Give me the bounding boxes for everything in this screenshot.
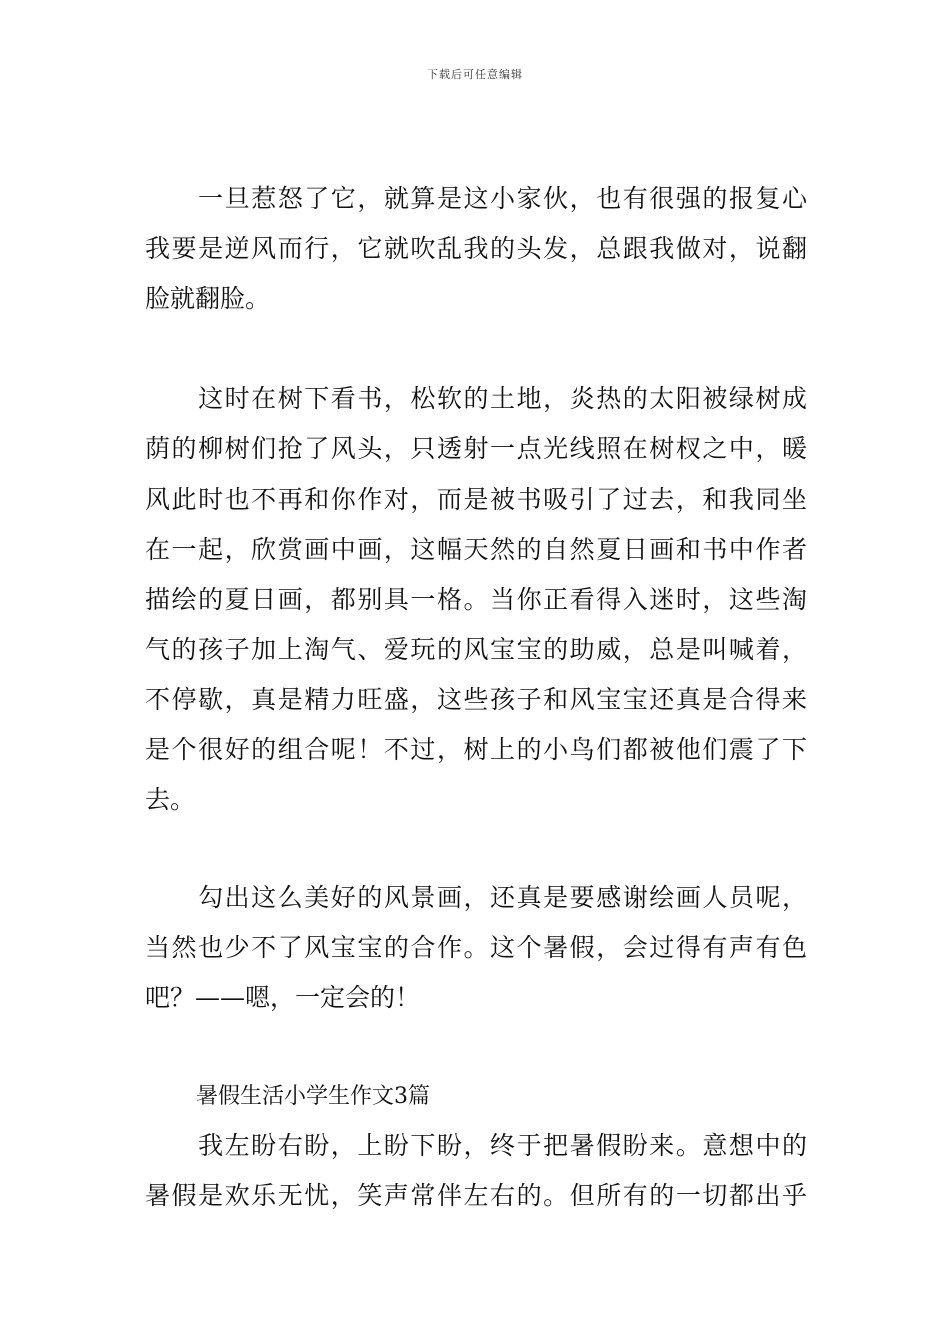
paragraph-2-line-1: 这时在树下看书，松软的土地，炎热的太阳被绿树成 [145, 384, 807, 413]
paragraph-3-line-2: 当然也少不了风宝宝的合作。这个暑假，会过得有声有色 [145, 933, 807, 962]
paragraph-1-line-2: 我要是逆风而行，它就吹乱我的头发，总跟我做对，说翻 [145, 234, 807, 263]
paragraph-4-line-2: 暑假是欢乐无忧，笑声常伴左右的。但所有的一切都出乎 [145, 1181, 807, 1210]
paragraph-2-line-8: 是个很好的组合呢！不过，树上的小鸟们都被他们震了下 [145, 735, 807, 764]
paragraph-3-line-3: 吧？——嗯，一定会的！ [145, 983, 421, 1012]
paragraph-3-line-1: 勾出这么美好的风景画，还真是要感谢绘画人员呢， [145, 883, 807, 912]
paragraph-2-line-7: 不停歇，真是精力旺盛，这些孩子和风宝宝还真是合得来 [145, 685, 807, 714]
paragraph-2-line-4: 在一起，欣赏画中画，这幅天然的自然夏日画和书中作者 [145, 535, 807, 564]
paragraph-1-line-1: 一旦惹怒了它，就算是这小家伙，也有很强的报复心 [145, 184, 807, 213]
paragraph-2-line-6: 气的孩子加上淘气、爱玩的风宝宝的助威，总是叫喊着， [145, 635, 807, 664]
header-note: 下载后可任意编辑 [427, 68, 523, 81]
paragraph-2-line-3: 风此时也不再和你作对，而是被书吸引了过去，和我同坐 [145, 485, 807, 514]
paragraph-4-line-1: 我左盼右盼，上盼下盼，终于把暑假盼来。意想中的 [145, 1131, 807, 1160]
paragraph-1-line-3: 脸就翻脸。 [145, 284, 271, 313]
section-title: 暑假生活小学生作文3篇 [196, 1084, 430, 1109]
paragraph-2-line-5: 描绘的夏日画，都别具一格。当你正看得入迷时，这些淘 [145, 585, 807, 614]
paragraph-2-line-9: 去。 [145, 785, 196, 814]
paragraph-2-line-2: 荫的柳树们抢了风头，只透射一点光线照在树杈之中，暖 [145, 434, 807, 463]
